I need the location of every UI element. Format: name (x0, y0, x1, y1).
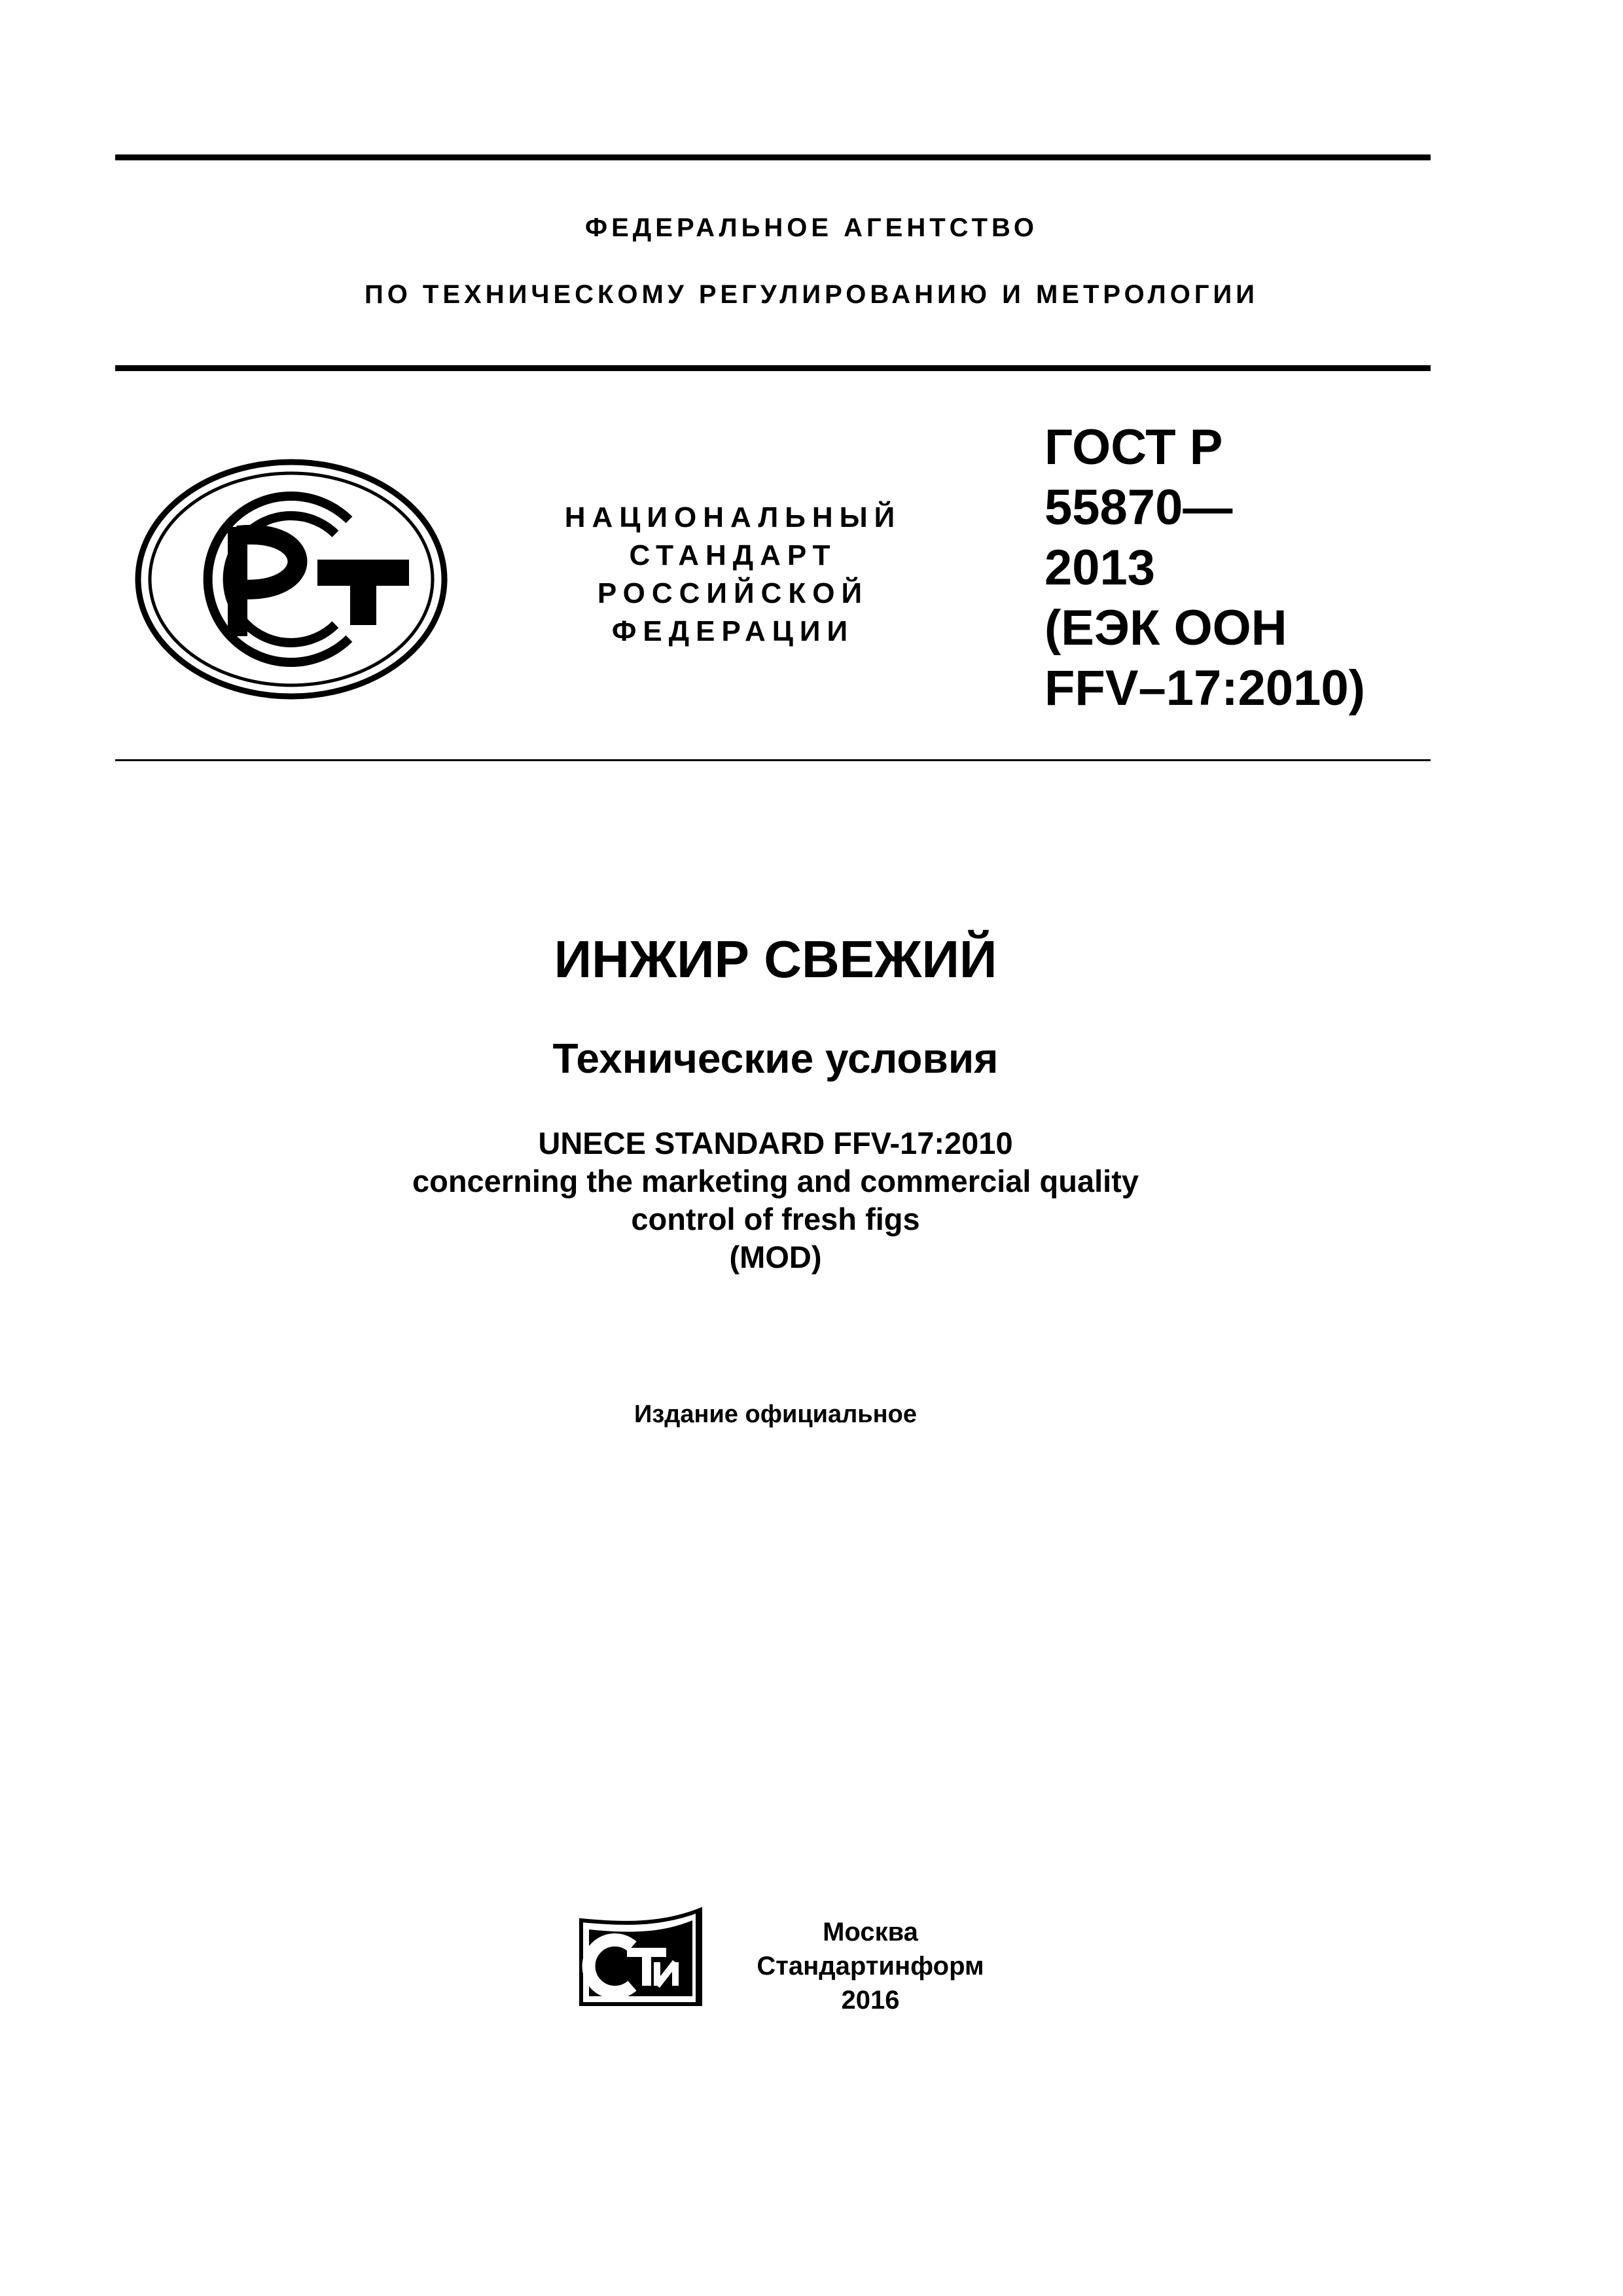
unece-reference (0, 1124, 1551, 1276)
designation-line: 2013 (1044, 540, 1156, 596)
thin-divider (115, 759, 1431, 761)
publisher-year: 2016 (841, 1986, 900, 2015)
publisher-city: Москва (823, 1918, 918, 1946)
designation-line: FFV–17:2010) (1044, 660, 1366, 716)
publisher-name: Стандартинформ (757, 1952, 984, 1981)
designation-line: 55870— (1044, 480, 1233, 535)
national-standard-line: ФЕДЕРАЦИИ (611, 615, 855, 647)
edition-label: Издание официальное (634, 1401, 917, 1428)
national-standard-line: СТАНДАРТ (629, 539, 837, 571)
standard-designation (1044, 418, 1365, 719)
document-title: ИНЖИР СВЕЖИЙ (554, 930, 997, 988)
rst-emblem-icon (134, 458, 448, 700)
national-standard-line: НАЦИОНАЛЬНЫЙ (564, 501, 902, 533)
unece-line: (MOD) (729, 1240, 822, 1274)
top-rule (115, 154, 1431, 160)
agency-name-line-1: ФЕДЕРАЛЬНОЕ АГЕНТСТВО (584, 213, 1039, 242)
unece-line: UNECE STANDARD FFV-17:2010 (538, 1126, 1013, 1160)
publisher-imprint (726, 1915, 1014, 2017)
unece-line: concerning the marketing and commercial quality (412, 1164, 1139, 1198)
designation-line: ГОСТ Р (1044, 420, 1223, 475)
national-standard-label (510, 499, 955, 651)
unece-line: control of fresh figs (631, 1202, 920, 1236)
national-standard-line: РОССИЙСКОЙ (597, 577, 869, 609)
agency-name-line-2: ПО ТЕХНИЧЕСКОМУ РЕГУЛИРОВАНИЮ И МЕТРОЛОГИИ (364, 280, 1259, 309)
document-subtitle: Технические условия (552, 1035, 999, 1082)
standartinform-logo-icon (576, 1906, 713, 2011)
designation-line: (ЕЭК ООН (1044, 600, 1287, 656)
middle-rule (115, 365, 1431, 371)
